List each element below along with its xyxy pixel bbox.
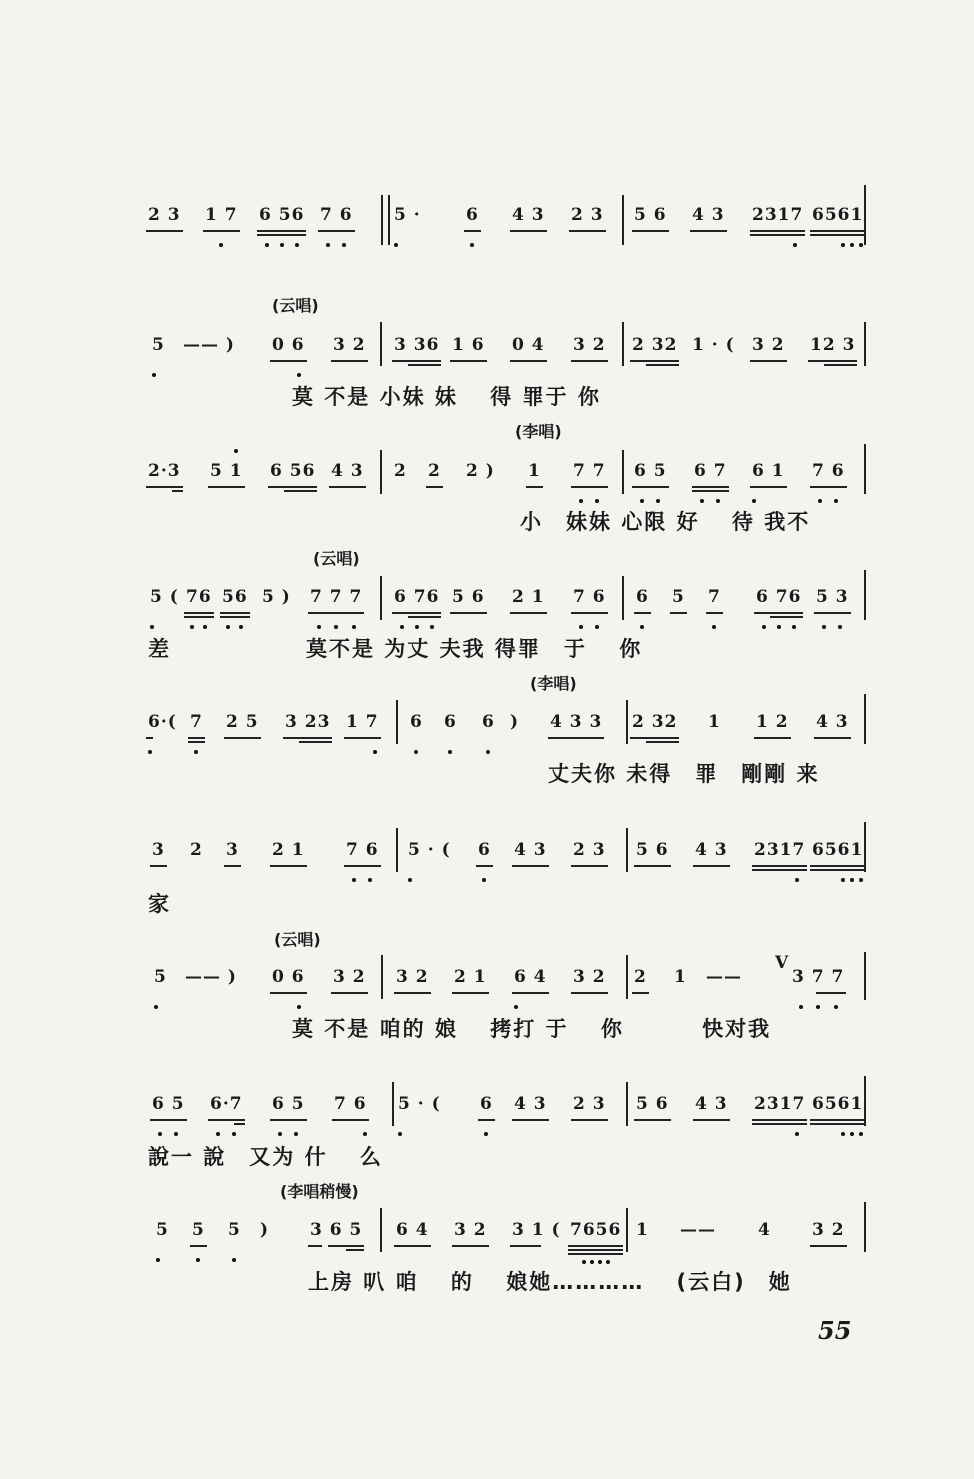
note: 2317 [752, 203, 803, 227]
note: 3 2 [573, 965, 606, 989]
note: 7 6 [320, 203, 353, 227]
lyric-line: 家 [148, 892, 171, 916]
note: 1 7 [346, 710, 379, 734]
note: 2 32 [632, 710, 677, 734]
note: 5 6 [452, 585, 485, 609]
note: 2 3 [571, 203, 604, 227]
note: 6 [410, 710, 423, 734]
note: 4 3 3 [550, 710, 602, 734]
note: 3 6 5 [310, 1218, 362, 1242]
note: 6·7 [210, 1092, 243, 1116]
barline [864, 1202, 866, 1252]
note: 4 3 [695, 1092, 728, 1116]
note: 0 6 [272, 333, 305, 357]
note: 5 ( [150, 585, 179, 609]
note: 7 6 [573, 585, 606, 609]
barline [626, 700, 628, 744]
singer-label: (云唱) [313, 549, 360, 568]
note: 2 3 [148, 203, 181, 227]
note: 3 2 [333, 333, 366, 357]
note: 1 [636, 1220, 649, 1240]
note: 5 [228, 1218, 241, 1242]
notation-row-7 [0, 953, 974, 995]
note: 2 1 [454, 965, 487, 989]
note: 6 56 [259, 203, 304, 227]
lyric-line: 莫 不是 咱的 娘 拷打 于 你 快对我 [292, 1017, 772, 1041]
note: 4 3 [331, 459, 364, 483]
note: 5 ) [262, 587, 291, 607]
note: 1 [528, 459, 541, 483]
note: 5 · [394, 203, 421, 227]
note: 3 7 7 [792, 965, 844, 989]
note: 4 [758, 1220, 771, 1240]
note: 6 76 [394, 585, 439, 609]
breath-mark: V [775, 953, 790, 973]
note: 3 2 [752, 333, 785, 357]
lyric-line: 莫不是 为丈 夫我 得罪 于 你 [306, 637, 643, 661]
note: 76 [186, 585, 212, 609]
note: 2317 [754, 1092, 805, 1116]
double-barline [381, 195, 390, 245]
page-number: 55 [818, 1316, 852, 1345]
note: —— [680, 1220, 716, 1240]
notation-row-1 [0, 203, 974, 233]
barline [864, 952, 866, 1000]
barline [864, 570, 866, 620]
note: 3 [152, 838, 165, 862]
note: 4 3 [695, 838, 728, 862]
note: 4 3 [514, 838, 547, 862]
note: 7 7 [573, 459, 606, 483]
barline [380, 1208, 382, 1252]
barline [626, 828, 628, 872]
note: 1 7 [205, 203, 238, 227]
note: 7 6 [334, 1092, 367, 1116]
lyric-line: 莫 不是 小妹 妹 得 罪于 你 [292, 385, 601, 409]
barline [626, 1208, 628, 1252]
note: —— ) [183, 335, 235, 355]
note: —— [706, 967, 742, 987]
notation-row-6 [0, 838, 974, 868]
note: 0 4 [512, 333, 545, 357]
note: 6 1 [752, 459, 785, 483]
note: 0 6 [272, 965, 305, 989]
notation-row-9 [0, 1218, 974, 1248]
note: 2 3 [573, 838, 606, 862]
note: 2317 [754, 838, 805, 862]
note: 6 4 [514, 965, 547, 989]
note: 6 [636, 585, 649, 609]
note: 6·( [148, 710, 177, 734]
note: 3 2 [812, 1218, 845, 1242]
note: 2 [394, 461, 407, 481]
barline [864, 694, 866, 744]
barline [864, 1076, 866, 1126]
note: 6 5 [634, 459, 667, 483]
barline [380, 576, 382, 620]
note: 2 [190, 840, 203, 860]
note: 6 [466, 203, 479, 227]
note: —— ) [185, 967, 237, 987]
note: 6561 [812, 838, 863, 862]
note: 5 [154, 965, 167, 989]
note: 2 [634, 965, 647, 989]
lyric-line: 丈夫你 未得 罪 剛剛 来 [548, 762, 820, 786]
note: 1 · ( [692, 335, 735, 355]
note: ) [510, 712, 520, 732]
notation-row-3 [0, 459, 974, 489]
note: 2 ) [466, 461, 495, 481]
note: 4 3 [514, 1092, 547, 1116]
note: 3 [226, 838, 239, 862]
notation-row-4 [0, 585, 974, 615]
barline [864, 185, 866, 245]
note: 3 2 [333, 965, 366, 989]
note: 1 [674, 967, 687, 987]
note: 1 2 [756, 710, 789, 734]
note: 5 6 [636, 838, 669, 862]
note: 12 3 [810, 333, 855, 357]
note: 1 6 [452, 333, 485, 357]
note: 5 1 [210, 459, 243, 483]
note: 6 5 [272, 1092, 305, 1116]
barline [864, 322, 866, 366]
note: 6 [444, 710, 457, 734]
note: 6 7 [694, 459, 727, 483]
barline [626, 955, 628, 999]
note: 6561 [812, 1092, 863, 1116]
note: 2 32 [632, 333, 677, 357]
singer-label: (云唱) [274, 930, 321, 949]
note: 3 2 [396, 965, 429, 989]
note: 5 [152, 333, 165, 357]
barline [864, 444, 866, 494]
note: 7 6 [346, 838, 379, 862]
notation-row-2 [0, 333, 974, 363]
singer-label: (李唱) [515, 422, 562, 441]
note: 7 7 7 [310, 585, 362, 609]
note: 4 3 [512, 203, 545, 227]
note: 5 [156, 1218, 169, 1242]
note: 2 5 [226, 710, 259, 734]
note: 3 2 [454, 1218, 487, 1242]
barline [392, 1082, 394, 1126]
notation-row-8 [0, 1092, 974, 1122]
note: 2·3 [148, 459, 181, 483]
barline [380, 322, 382, 366]
note: 7 [190, 710, 203, 734]
note: 3 1 ( [512, 1218, 561, 1242]
singer-label: (李唱) [530, 674, 577, 693]
barline [396, 828, 398, 872]
note: 5 · ( [398, 1092, 441, 1116]
barline [626, 1082, 628, 1126]
barline [622, 195, 624, 245]
lyric-line: 上房 叭 咱 的 娘她………… (云白) 她 [308, 1270, 792, 1294]
note: 5 [672, 585, 685, 609]
note: 2 1 [512, 585, 545, 609]
note: 5 6 [636, 1092, 669, 1116]
note: 6 [480, 1092, 493, 1116]
note: 2 3 [573, 1092, 606, 1116]
barline [622, 576, 624, 620]
note: 1 [708, 712, 721, 732]
barline [381, 955, 383, 999]
note: 7 [708, 585, 721, 609]
note: 6 [482, 710, 495, 734]
note: 5 · ( [408, 838, 451, 862]
note: 3 36 [394, 333, 439, 357]
notation-row-5 [0, 710, 974, 740]
note: 4 3 [692, 203, 725, 227]
note: 5 6 [634, 203, 667, 227]
note: 6 4 [396, 1218, 429, 1242]
note: 4 3 [816, 710, 849, 734]
note: 5 3 [816, 585, 849, 609]
note: 3 2 [573, 333, 606, 357]
note: 6561 [812, 203, 863, 227]
note: 6 56 [270, 459, 315, 483]
note: 6 5 [152, 1092, 185, 1116]
barline [380, 450, 382, 494]
note: 2 [428, 459, 441, 483]
note: 3 23 [285, 710, 330, 734]
note: 6 76 [756, 585, 801, 609]
note: 6 [478, 838, 491, 862]
note: 7 6 [812, 459, 845, 483]
note: 5 [192, 1218, 205, 1242]
barline [622, 322, 624, 366]
note: 7656 [570, 1218, 621, 1242]
singer-label: (李唱稍慢) [280, 1182, 359, 1201]
barline [864, 822, 866, 872]
lyric-line: 說一 說 又为 什 么 [148, 1145, 383, 1169]
note: 56 [222, 585, 248, 609]
barline [396, 700, 398, 744]
lyric-line: 小 妹妹 心限 好 待 我不 [520, 510, 811, 534]
barline [622, 450, 624, 494]
lyric-line: 差 [148, 637, 171, 661]
note: 2 1 [272, 838, 305, 862]
note: ) [260, 1220, 270, 1240]
singer-label: (云唱) [272, 296, 319, 315]
